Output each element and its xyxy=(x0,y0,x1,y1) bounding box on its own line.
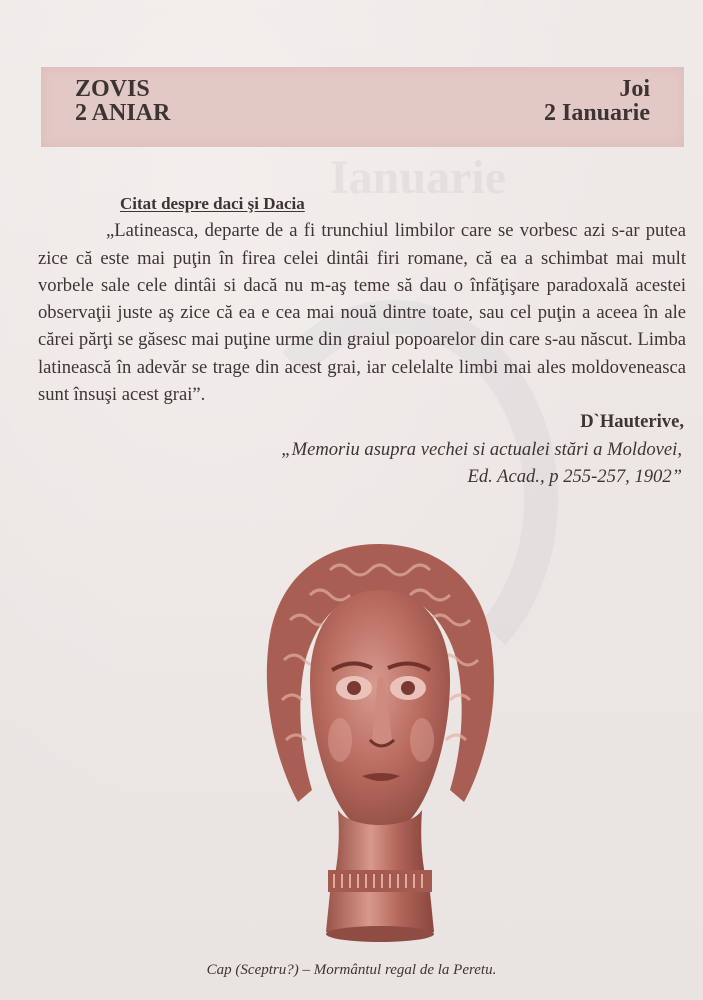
quote-source-line2: Ed. Acad., p 255-257, 1902” xyxy=(467,465,682,487)
scepter-head-photo xyxy=(260,540,500,950)
quote-title: Citat despre daci şi Dacia xyxy=(120,194,305,213)
romanian-day-month: 2 Ianuarie xyxy=(543,100,650,126)
romanian-date xyxy=(544,77,650,125)
show-through-text: Ianuarie xyxy=(330,151,507,204)
moldovan-date xyxy=(75,77,170,125)
date-header xyxy=(41,67,684,147)
figure-caption: Cap (Sceptru?) – Mormântul regal de la Peretu. xyxy=(206,962,497,978)
quote-body: „Latineasca, departe de a fi trunchiul limbilor care se vorbesc azi s-ar putea zice că este mai puţin în firea celei dintâi firi romane, că ea a schimbat mai mult vorbele sale cele dintâi si dacă nu m-aş teme să dau o înfăţişare paradoxală acestei observaţii juste aş zice că ea e cea mai nouă dintre toate, sau cel puţin a aceea în ale cărei părţi se găsesc mai puţine urme din graiul popoarelor din care s-au născut. Limba latinească în adevăr se trage din acest grai, iar celelalte limbi mai ales moldoveneasca sunt însuşi acest grai”. xyxy=(38,220,686,406)
romanian-weekday: Joi xyxy=(619,76,650,102)
quote-author: D`Hauterive, xyxy=(580,411,684,433)
quote-source-line1: „Memoriu asupra vechei si actualei stări a Moldovei, xyxy=(281,438,682,460)
quote-article xyxy=(38,190,686,490)
moldovan-day-month: 2 ANIAR xyxy=(75,100,171,126)
moldovan-weekday: ZOVIS xyxy=(75,76,150,102)
